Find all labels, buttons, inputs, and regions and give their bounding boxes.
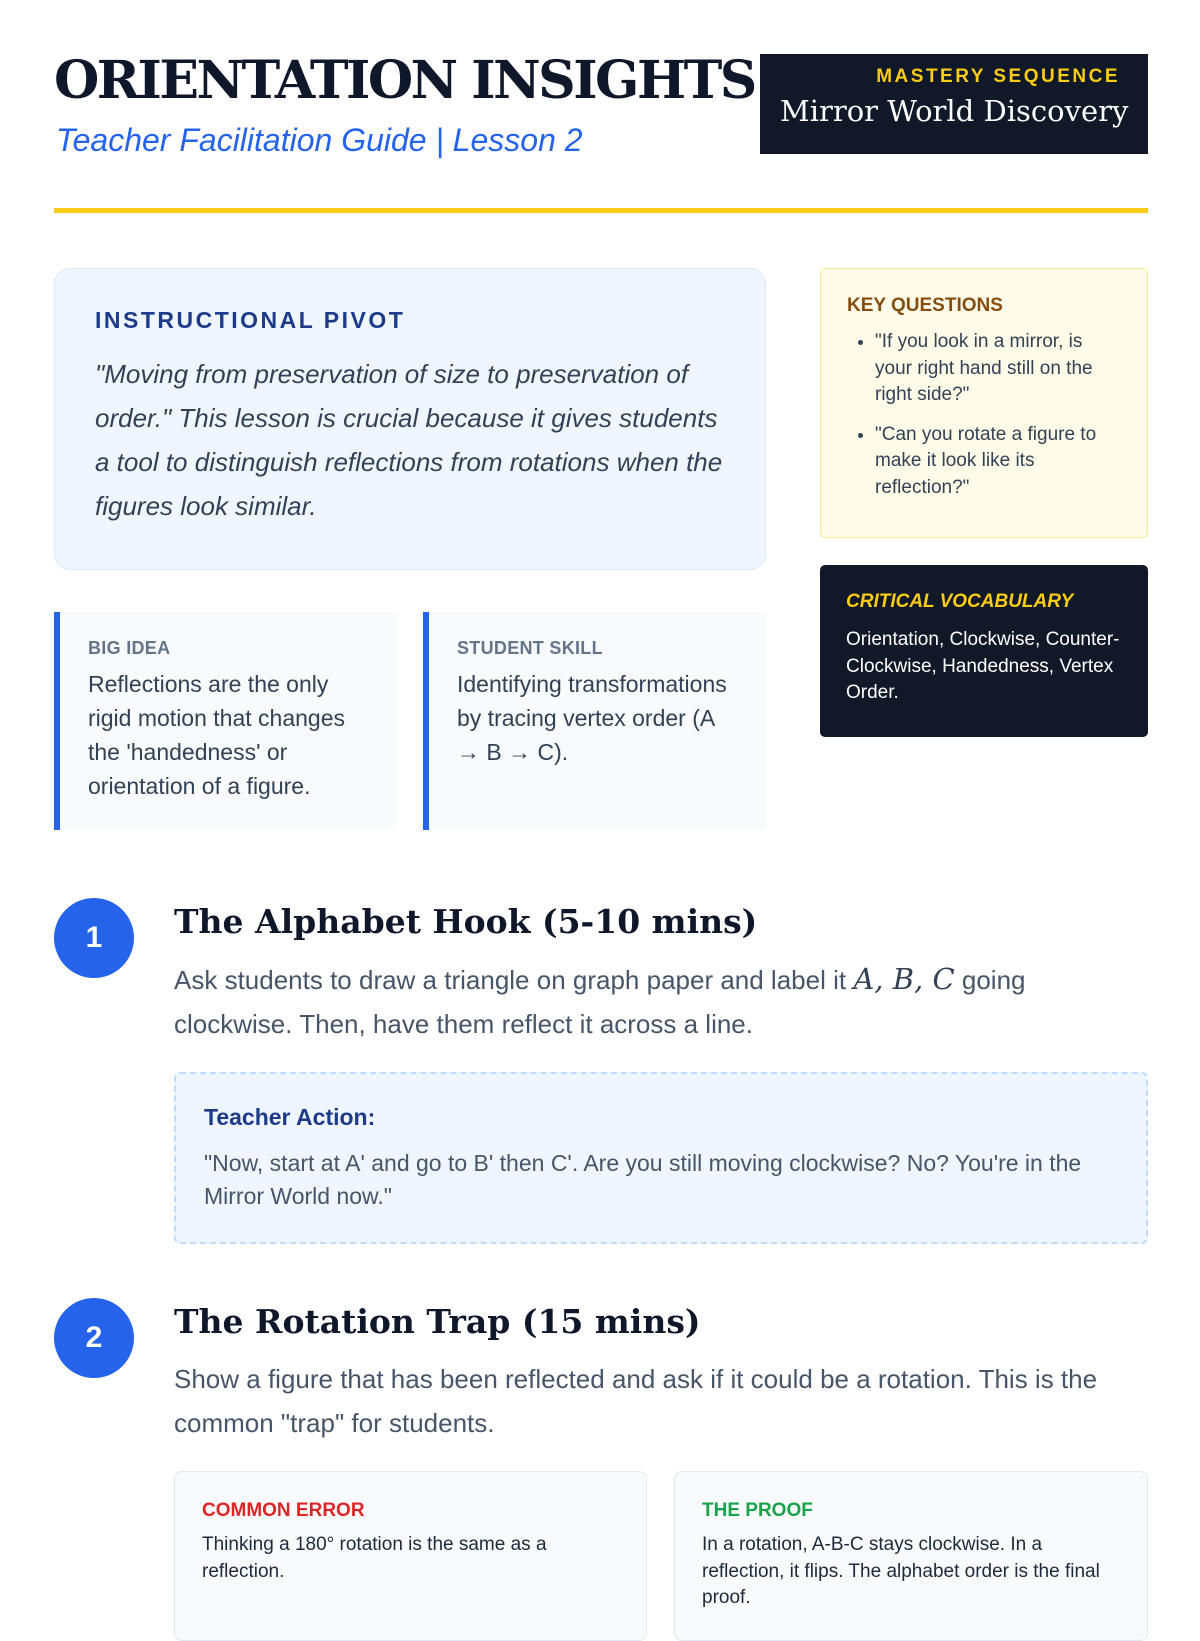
vocabulary-heading: CRITICAL VOCABULARY [846,591,1074,612]
mastery-title: Mirror World Discovery [780,94,1129,128]
key-questions-list [847,329,1121,501]
step-1-math-vertices: A, B, C [853,962,955,996]
common-error-label: COMMON ERROR [202,1500,365,1521]
step-1-title: The Alphabet Hook (5-10 mins) [174,902,758,941]
common-error-card [174,1471,647,1641]
step-1-desc-before: Ask students to draw a triangle on graph paper and label it [174,965,854,995]
teacher-action-text: "Now, start at A' and go to B' then C'. Are you still moving clockwise? No? You're in the Mirror World now." [204,1150,1082,1209]
step-1-description [174,957,1134,1046]
pivot-heading: INSTRUCTIONAL PIVOT [95,307,406,333]
teacher-action-box [174,1072,1148,1244]
header-divider [54,208,1148,213]
mastery-badge [760,54,1148,154]
big-idea-text: Reflections are the only rigid motion that changes the 'handedness' or orientation of a figure. [88,671,345,799]
mastery-label: MASTERY SEQUENCE [876,66,1120,87]
instructional-pivot-card [54,268,766,570]
student-skill-label: STUDENT SKILL [457,638,603,658]
step-2-description: Show a figure that has been reflected and ask if it could be a rotation. This is the common "trap" for students. [174,1364,1098,1438]
the-proof-label: THE PROOF [702,1500,813,1521]
pivot-text: "Moving from preservation of size to preservation of order." This lesson is crucial because it gives students a tool to distinguish reflections from rotations when the figures look similar. [95,359,723,521]
student-skill-card [423,612,766,830]
the-proof-text: In a rotation, A-B-C stays clockwise. In a reflection, it flips. The alphabet order is the final proof. [702,1534,1100,1608]
student-skill-text: Identifying transformations by tracing vertex order (A → B → C). [457,671,727,765]
vocabulary-text: Orientation, Clockwise, Counter-Clockwise, Handedness, Vertex Order. [846,629,1120,703]
key-questions-card [820,268,1148,538]
key-question-item: • "Can you rotate a figure to make it look like its reflection?" [875,422,1121,502]
teacher-action-label: Teacher Action: [204,1104,376,1130]
step-2-title: The Rotation Trap (15 mins) [174,1302,701,1341]
page-title: ORIENTATION INSIGHTS [54,50,755,111]
step-1-desc-after: going clockwise. Then, have them reflect it across a line. [174,965,1026,1039]
step-1-badge: 1 [54,898,134,978]
common-error-text: Thinking a 180° rotation is the same as a reflection. [202,1534,547,1582]
the-proof-card [674,1471,1148,1641]
page-subtitle: Teacher Facilitation Guide | Lesson 2 [56,122,583,158]
critical-vocabulary-card [820,565,1148,737]
big-idea-card [54,612,397,830]
big-idea-label: BIG IDEA [88,638,171,658]
key-questions-heading: KEY QUESTIONS [847,295,1003,316]
step-2-badge: 2 [54,1298,134,1378]
key-question-item: • "If you look in a mirror, is your right hand still on the right side?" [875,329,1121,409]
